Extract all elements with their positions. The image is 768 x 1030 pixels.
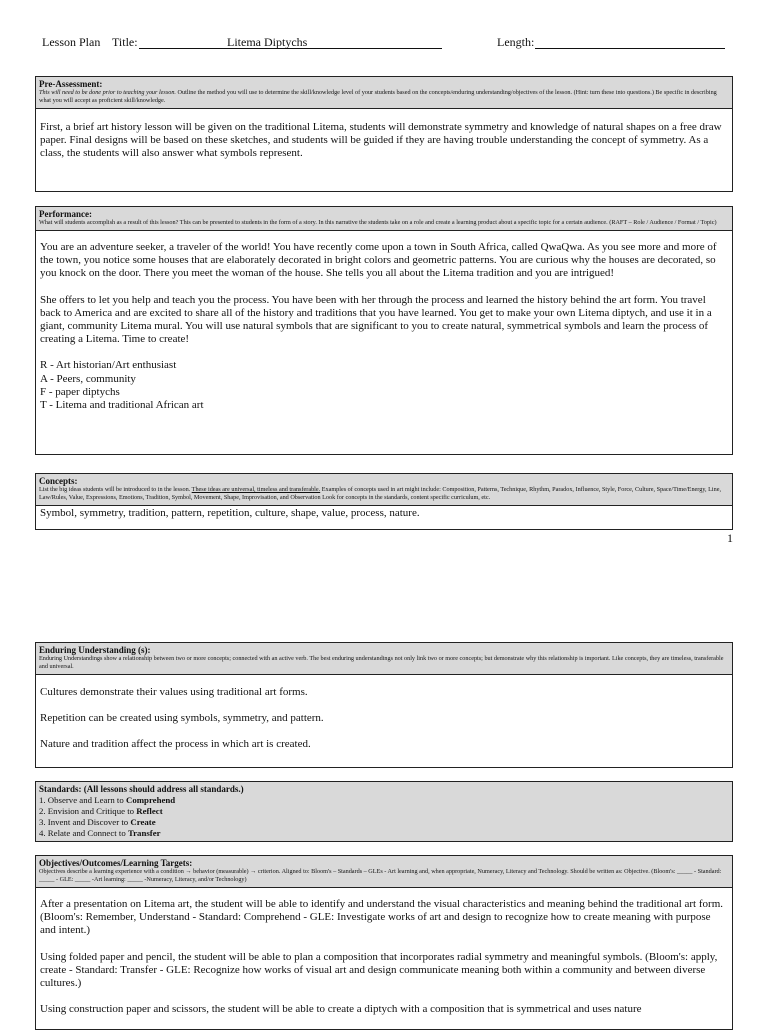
section-instructions: What will students accomplish as a result of this lesson? This can be presented to students in the form of a story. In this narrative the students take on a role and create a learning product about a specific topic for a certain audience. (RAFT – Role / Audience / Format / Topic) xyxy=(39,219,717,226)
standard-keyword: Reflect xyxy=(136,806,163,816)
length-field xyxy=(535,35,725,49)
section-heading: Standards: (All lessons should address all standards.) xyxy=(39,784,244,794)
instruction-underlined: These ideas are universal, timeless and transferable. xyxy=(191,486,321,493)
standards-section xyxy=(35,781,733,842)
raft-item: F - paper diptychs xyxy=(40,385,120,398)
section-instructions xyxy=(39,89,729,105)
raft-list xyxy=(40,359,728,412)
enduring-item: Cultures demonstrate their values using traditional art forms. xyxy=(40,686,308,698)
standard-item xyxy=(39,817,729,828)
pre-assessment-section xyxy=(35,76,733,192)
instruction-text: Outline the method you will use to determine the skill/knowledge level of your students based on the concepts/enduring understanding/objectives of the lesson. (Hint: turn these into questions.) Be specific in describing what you will accept as proficient skill/knowledge. xyxy=(39,89,717,104)
section-body xyxy=(36,888,732,1020)
performance-paragraph: You are an adventure seeker, a traveler of the world! You have recently come upon a town in South Africa, called QwaQwa. As you see more and more of the town, you notice some houses that are elaborately decorated in bright colors and geometric patterns. You are curious why the houses are decorated, so you knock on the door. There you meet the woman of the house. She tells you all about the Litema tradition and you are intrigued! xyxy=(40,241,717,280)
section-header xyxy=(36,782,732,841)
standard-keyword: Comprehend xyxy=(125,795,176,805)
standard-text: 3. Invent and Discover to xyxy=(39,817,131,827)
objective-paragraph: Using folded paper and pencil, the student will be able to plan a composition that incorporates radial symmetry and meaningful symbols. (Bloom's: apply, create - Standard: Transfer - GLE: Recognize how works of visual art and design communicate meaning both within a community and between diverse cultures.) xyxy=(40,950,718,990)
section-header xyxy=(36,856,732,888)
section-header xyxy=(36,77,732,109)
title-label: Title: xyxy=(112,35,138,49)
page-number: 1 xyxy=(727,531,733,545)
instruction-text: List the big ideas students will be introduced to in the lesson. xyxy=(39,486,191,493)
section-instructions xyxy=(39,486,729,502)
section-header xyxy=(36,207,732,231)
title-value: Litema Diptychs xyxy=(227,35,308,49)
section-body xyxy=(36,231,732,416)
enduring-understanding-section xyxy=(35,642,733,768)
standard-text: 2. Envision and Critique to xyxy=(39,806,137,816)
performance-paragraph: She offers to let you help and teach you the process. You have been with her through the process and learned the history behind the art form. You travel back to America and are excited to share all of the history and traditions that you have learned. You get to make your own Litema diptych, and use it in a giant, community Litema mural. You will use natural symbols that are significant to you to create natural, symmetrical symbols and learn the process of creating a Litema. Time to create! xyxy=(40,293,712,346)
section-heading: Objectives/Outcomes/Learning Targets: xyxy=(39,858,193,868)
standard-keyword: Create xyxy=(130,817,156,827)
section-body xyxy=(36,675,732,756)
raft-item: R - Art historian/Art enthusiast xyxy=(40,359,177,372)
section-header xyxy=(36,474,732,506)
standard-item xyxy=(39,795,729,806)
section-instructions: Objectives describe a learning experience with a condition → behavior (measurable) → criterion. Aligned to: Bloom's – Standards – GLEs - Art learning and, when appropriate, Numeracy, Literacy and Technology. Should be written as: Objective. (Bloom's: _____ - Standard: _____ - GLE: _____ -Art learning: _____ -Numeracy, Literacy, and/or Technology) xyxy=(39,868,722,883)
objectives-section xyxy=(35,855,733,1030)
standard-text: 1. Observe and Learn to xyxy=(39,795,126,805)
section-body xyxy=(36,506,732,521)
section-body xyxy=(36,109,732,165)
enduring-item: Repetition can be created using symbols, symmetry, and pattern. xyxy=(40,712,324,725)
lesson-plan-label: Lesson Plan xyxy=(42,35,101,49)
section-heading: Pre-Assessment: xyxy=(39,79,103,89)
section-heading: Enduring Understanding (s): xyxy=(39,645,151,655)
standard-item xyxy=(39,806,729,817)
performance-section xyxy=(35,206,733,455)
section-heading: Performance: xyxy=(39,209,92,219)
instruction-italic: This will need to be done prior to teaching your lesson. xyxy=(39,89,176,96)
raft-item: T - Litema and traditional African art xyxy=(40,399,204,412)
standard-keyword: Transfer xyxy=(127,828,161,838)
title-field xyxy=(139,35,442,49)
instruction-text: Examples of concepts used in art might include: Composition, Patterns, Technique, Rhythm, Paradox, Influence, Style, Force, Culture, Space/Time/Energy, Line, Law/Rules, Value, Expressions, Emotions, Tradition, Symbol, Movement, Shape, Improvisation, and Observation Look for concepts in the standards, content specific curriculum, etc. xyxy=(39,486,722,501)
pre-assessment-text: First, a brief art history lesson will be given on the traditional Litema, students will demonstrate symmetry and knowledge of natural shapes on a free draw paper. Final designs will be based on these sketches, and students will be guided if they are having trouble understanding the concept of symmetry. As a class, the students will also answer what symbols represent. xyxy=(40,121,722,160)
section-header xyxy=(36,643,732,675)
objective-paragraph: Using construction paper and scissors, the student will be able to create a diptych with a composition that is symmetrical and uses nature xyxy=(40,1003,642,1016)
enduring-item: Nature and tradition affect the process in which art is created. xyxy=(40,738,311,751)
section-instructions: Enduring Understandings show a relationship between two or more concepts; connected with an active verb. The best enduring understandings not only link two or more concepts; but demonstrate why this relationship is important. Like concepts, they are timeless, transferable and universal. xyxy=(39,655,724,670)
standard-text: 4. Relate and Connect to xyxy=(39,828,128,838)
concepts-section xyxy=(35,473,733,530)
section-heading: Concepts: xyxy=(39,476,78,486)
objective-paragraph: After a presentation on Litema art, the student will be able to identify and understand the visual characteristics and meaning behind the traditional art form. (Bloom's: Remember, Understand - Standard: Comprehend - GLE: Investigate works of art and design to recognize how to create meaning with purpose and intent.) xyxy=(40,898,723,937)
standard-item xyxy=(39,828,729,839)
concepts-text: Symbol, symmetry, tradition, pattern, repetition, culture, shape, value, process, nature. xyxy=(40,507,420,519)
raft-item: A - Peers, community xyxy=(40,372,136,385)
length-label: Length: xyxy=(497,35,535,49)
